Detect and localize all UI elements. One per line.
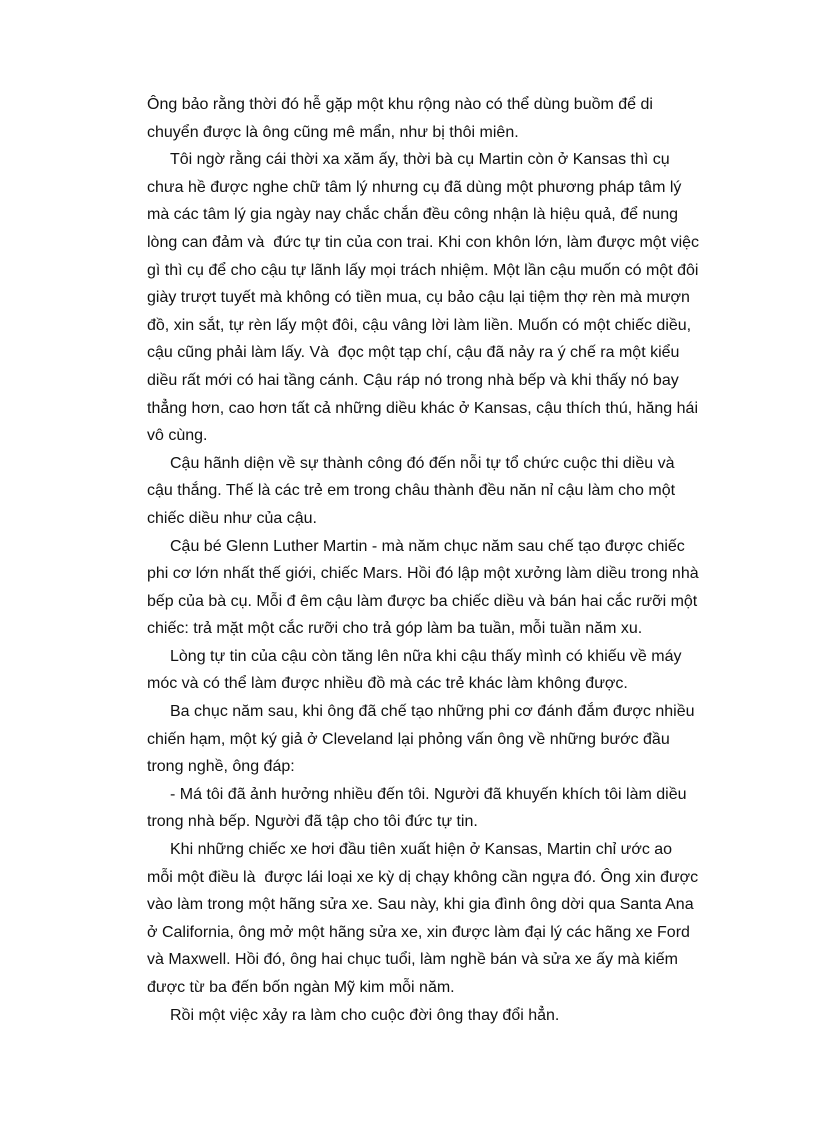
text-line: và Maxwell. Hồi đó, ông hai chục tuổi, làm nghề bán và sửa xe ấy mà kiếm bbox=[147, 951, 678, 969]
text-line: giày trượt tuyết mà không có tiền mua, cụ bảo cậu lại tiệm thợ rèn mà mượn bbox=[147, 289, 690, 307]
paragraph bbox=[147, 781, 727, 836]
text-line: Cậu hãnh diện về sự thành công đó đến nỗi tự tổ chức cuộc thi diều và bbox=[170, 454, 675, 472]
text-line: trong nhà bếp. Người đã tập cho tôi đức tự tin. bbox=[147, 813, 478, 831]
paragraph bbox=[147, 836, 727, 1002]
paragraph bbox=[147, 450, 727, 533]
text-line: thẳng hơn, cao hơn tất cả những diều khác ở Kansas, cậu thích thú, hăng hái bbox=[147, 399, 698, 417]
text-line: chuyển được là ông cũng mê mẩn, như bị thôi miên. bbox=[147, 123, 519, 141]
text-line: bếp của bà cụ. Mỗi đ êm cậu làm được ba chiếc diều và bán hai cắc rưỡi một bbox=[147, 592, 698, 610]
text-line: Rồi một việc xảy ra làm cho cuộc đời ông thay đổi hẳn. bbox=[170, 1006, 560, 1024]
paragraph bbox=[147, 643, 727, 698]
text-line: phi cơ lớn nhất thế giới, chiếc Mars. Hồi đó lập một xưởng làm diều trong nhà bbox=[147, 565, 699, 583]
text-line: chiến hạm, một ký giả ở Cleveland lại phỏng vấn ông về những bước đầu bbox=[147, 730, 670, 748]
paragraph bbox=[147, 533, 727, 643]
text-line: gì thì cụ để cho cậu tự lãnh lấy mọi trách nhiệm. Một lần cậu muốn có một đôi bbox=[147, 261, 699, 279]
text-line: diều rất mới có hai tầng cánh. Cậu ráp nó trong nhà bếp và khi thấy nó bay bbox=[147, 371, 679, 389]
text-line: chưa hề được nghe chữ tâm lý nhưng cụ đã dùng một phương pháp tâm lý bbox=[147, 178, 682, 196]
text-line: ở California, ông mở một hãng sửa xe, xin được làm đại lý các hãng xe Ford bbox=[147, 923, 690, 941]
paragraph bbox=[147, 91, 727, 146]
text-line: chiếc diều như của cậu. bbox=[147, 509, 317, 527]
text-line: Ba chục năm sau, khi ông đã chế tạo những phi cơ đánh đắm được nhiều bbox=[170, 703, 695, 721]
paragraph bbox=[147, 1002, 727, 1030]
text-line: - Má tôi đã ảnh hưởng nhiều đến tôi. Người đã khuyến khích tôi làm diều bbox=[170, 785, 687, 803]
document-page bbox=[147, 91, 727, 1029]
text-line: lòng can đảm và đức tự tin của con trai. Khi con khôn lớn, làm được một việc bbox=[147, 233, 700, 251]
paragraph bbox=[147, 146, 727, 450]
text-line: cậu thắng. Thế là các trẻ em trong châu thành đều năn nỉ cậu làm cho một bbox=[147, 482, 676, 500]
paragraph bbox=[147, 698, 727, 781]
text-line: Ông bảo rằng thời đó hễ gặp một khu rộng nào có thể dùng buồm để di bbox=[147, 96, 653, 113]
text-line: móc và có thể làm được nhiều đồ mà các trẻ khác làm không được. bbox=[147, 675, 628, 693]
text-line: Lòng tự tin của cậu còn tăng lên nữa khi cậu thấy mình có khiếu về máy bbox=[170, 647, 682, 665]
text-line: Cậu bé Glenn Luther Martin - mà năm chục năm sau chế tạo được chiếc bbox=[170, 537, 685, 555]
text-line: vô cùng. bbox=[147, 427, 208, 445]
text-line: mỗi một điều là được lái loại xe kỳ dị chạy không cần ngựa đó. Ông xin được bbox=[147, 868, 699, 886]
text-line: Tôi ngờ rằng cái thời xa xăm ấy, thời bà cụ Martin còn ở Kansas thì cụ bbox=[170, 151, 670, 169]
text-line: được từ ba đến bốn ngàn Mỹ kim mỗi năm. bbox=[147, 979, 455, 996]
text-line: chiếc: trả mặt một cắc rưỡi cho trả góp làm ba tuần, mỗi tuần năm xu. bbox=[147, 620, 643, 638]
text-line: trong nghề, ông đáp: bbox=[147, 758, 295, 776]
text-line: mà các tâm lý gia ngày nay chắc chắn đều công nhận là hiệu quả, để nung bbox=[147, 206, 679, 224]
text-line: đồ, xin sắt, tự rèn lấy một đôi, cậu vâng lời làm liền. Muốn có một chiếc diều, bbox=[147, 316, 692, 334]
text-line: cậu cũng phải làm lấy. Và đọc một tạp chí, cậu đã nảy ra ý chế ra một kiểu bbox=[147, 344, 680, 362]
text-line: vào làm trong một hãng sửa xe. Sau này, khi gia đình ông dời qua Santa Ana bbox=[147, 896, 694, 914]
text-line: Khi những chiếc xe hơi đầu tiên xuất hiện ở Kansas, Martin chỉ ước ao bbox=[170, 841, 673, 859]
